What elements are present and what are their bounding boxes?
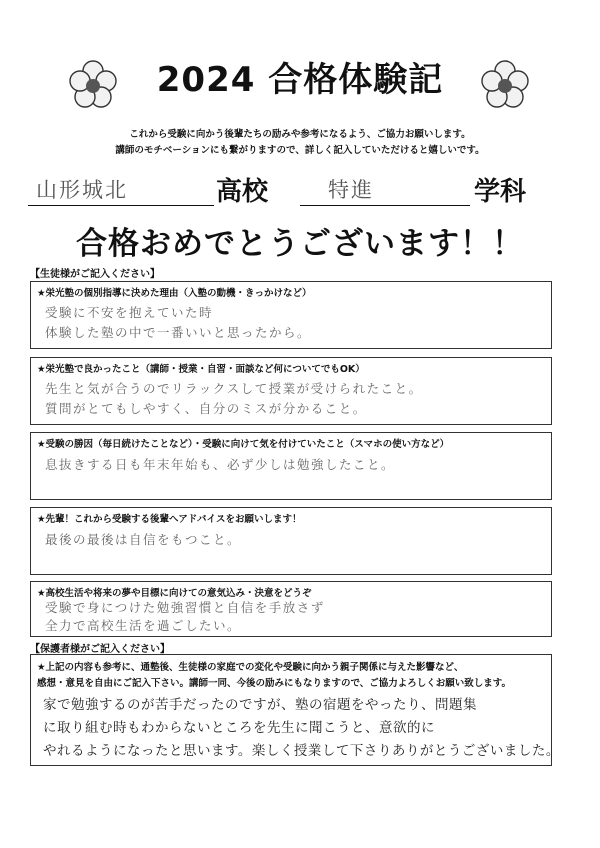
answer-line: 質問がとてもしやすく、自分のミスが分かること。 [45, 401, 367, 416]
parent-title-line-2: 感想・意見を自由にご記入下さい。講師一同、今後の励みにもなりますので、ご協力よろしくお願い致します。 [37, 678, 512, 689]
answer-line: 体験した塾の中で一番いいと思ったから。 [45, 325, 312, 340]
flower-right-icon [478, 58, 532, 112]
parent-title-line-1: ★上記の内容も参考に、通塾後、生徒様の家庭での変化や受験に向かう親子関係に与えた影響など、 [37, 662, 464, 673]
parent-section-header: 【保護者様がご記入ください】 [30, 644, 170, 655]
answer-line: 最後の最後は自信をもつこと。 [45, 532, 242, 547]
answer-line: に取り組む時もわからないところを先生に聞こうと、意欲的に [43, 720, 435, 736]
student-section-header: 【生徒様がご記入ください】 [30, 269, 160, 280]
question-title: ★先輩！これから受験する後輩へアドバイスをお願いします！ [37, 514, 302, 525]
school-label: 高校 [216, 177, 269, 207]
question-box-aspirations [30, 581, 552, 637]
answer-line: 先生と気が合うのでリラックスして授業が受けられたこと。 [45, 381, 423, 396]
school-row [28, 168, 588, 210]
page-title: 2024 合格体験記 [156, 60, 444, 100]
question-box-good-points [30, 357, 552, 425]
congrats-heading: 合格おめでとうございます！！ [76, 226, 524, 262]
course-label: 学科 [474, 177, 527, 207]
question-title: ★高校生活や将来の夢や目標に向けての意気込み・決意をどうぞ [37, 588, 312, 599]
course-name: 特進 [328, 178, 374, 202]
intro-line-1: これから受験に向かう後輩たちの励みや参考になるよう、ご協力お願いします。 [129, 129, 471, 140]
parent-comment-box [30, 654, 560, 766]
question-title: ★栄光塾の個別指導に決めた理由（入塾の動機・きっかけなど） [37, 288, 312, 299]
answer-line: 息抜きする日も年末年始も、必ず少しは勉強したこと。 [45, 457, 396, 472]
question-box-reason [30, 281, 552, 349]
school-underline [28, 205, 214, 206]
question-title: ★受験の勝因（毎日続けたことなど）・受験に向けて気を付けていたこと（スマホの使い方など） [37, 439, 450, 450]
answer-line: 受験に不安を抱えていた時 [45, 305, 214, 320]
answer-line: 受験で身につけた勉強習慣と自信を手放さず [45, 600, 325, 615]
intro-line-2: 講師のモチベーションにも繋がりますので、詳しく記入していただけると嬉しいです。 [115, 145, 485, 156]
question-box-advice [30, 507, 552, 575]
answer-line: やれるようになったと思います。楽しく授業して下さりありがとうございました。 [43, 743, 560, 759]
answer-line: 全力で高校生活を過ごしたい。 [45, 618, 242, 633]
question-title: ★栄光塾で良かったこと（講師・授業・自習・面談など何についてでもOK） [37, 364, 365, 375]
course-underline [300, 205, 470, 206]
answer-line: 家で勉強するのが苦手だったのですが、塾の宿題をやったり、問題集 [43, 697, 477, 713]
school-name: 山形城北 [36, 178, 128, 202]
question-box-success-factor [30, 432, 552, 500]
